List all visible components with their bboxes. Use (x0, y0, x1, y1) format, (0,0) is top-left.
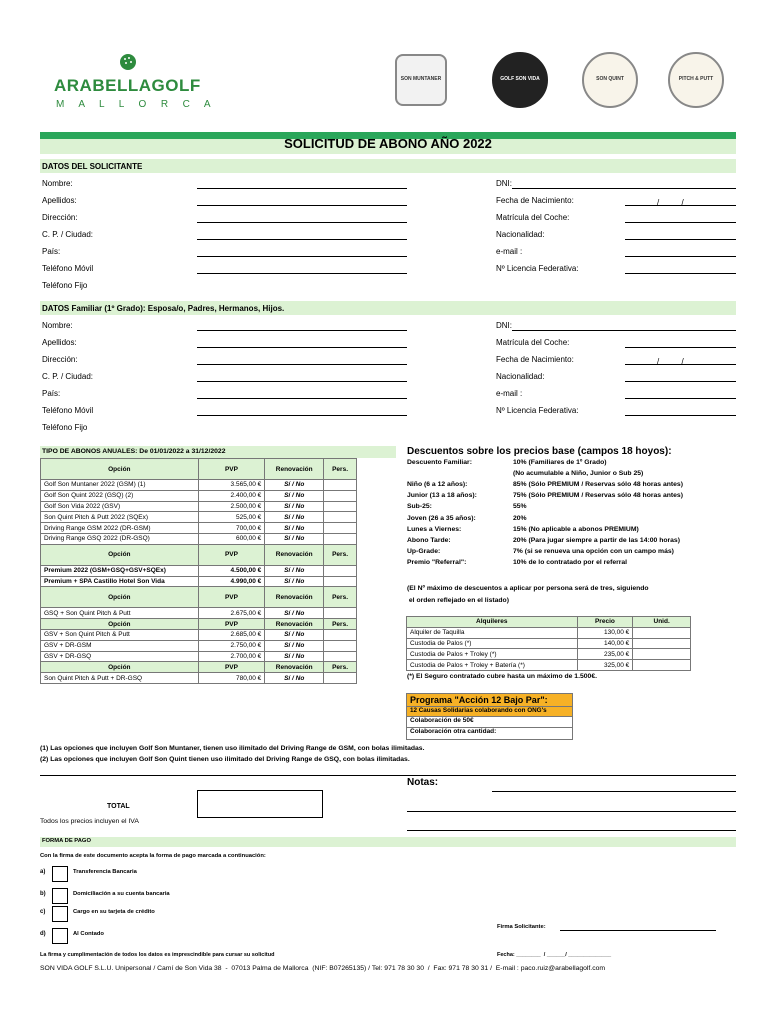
fecha-field[interactable]: Fecha: ________ / ______/ ______________ (497, 952, 612, 958)
abonos-header-row (41, 544, 357, 565)
abono-price: 2.675,00 € (198, 608, 265, 619)
logo-text: PITCH & PUTT (678, 76, 714, 83)
abono-price: 780,00 € (198, 673, 265, 684)
pago-header: FORMA DE PAGO (42, 838, 91, 844)
alquileres-note: (*) El Seguro contratado cubre hasta un máximo de 1.500€. (407, 673, 597, 680)
pago-option-label: Al Contado (73, 931, 104, 937)
abono-price: 2.500,00 € (198, 501, 265, 512)
solicitante-right-field[interactable] (625, 239, 736, 240)
abono-pers[interactable] (324, 480, 357, 491)
abono-option: Driving Range GSQ 2022 (DR-GSQ) (41, 533, 199, 544)
notas-line-1[interactable] (492, 791, 736, 792)
abono-pers[interactable] (324, 565, 357, 576)
notas-label: Notas: (407, 777, 439, 788)
abono-option: GSV + Son Quint Pitch & Putt (41, 629, 199, 640)
familiar-left-field[interactable] (197, 398, 407, 399)
abonos-col-header: Pers. (324, 587, 357, 608)
abonos-col-header: PVP (198, 544, 265, 565)
programa-sub: 12 Causas Solidarias colaborando con ONG's (407, 707, 572, 717)
solicitante-left-label: Apellidos: (42, 196, 77, 205)
abonos-row (41, 533, 357, 544)
brand-logo (40, 52, 215, 112)
abono-option: Son Quint Pitch & Putt + DR-GSQ (41, 673, 199, 684)
abonos-col-header: PVP (198, 662, 265, 673)
abono-renovacion[interactable]: Sí / No (265, 640, 324, 651)
brand-sub: M A L L O R C A (56, 99, 214, 110)
footnote-1: (1) Las opciones que incluyen Golf Son Muntaner, tienen uso ilimitado del Driving Range de GSM, con bolas ilimitadas. (40, 745, 425, 752)
solicitante-left-field[interactable] (197, 256, 407, 257)
descuento-label: Lunes a Viernes: (407, 525, 462, 533)
abono-renovacion[interactable]: Sí / No (265, 673, 324, 684)
pago-option-letter: c) (40, 909, 46, 915)
descuento-value: 20% (Para jugar siempre a partir de las 14:00 horas) (513, 536, 680, 544)
solicitante-right-label: Nº Licencia Federativa: (496, 264, 579, 273)
abono-renovacion[interactable]: Sí / No (265, 533, 324, 544)
abonos-row (41, 565, 357, 576)
abono-price: 2.685,00 € (198, 629, 265, 640)
pago-band (40, 837, 736, 847)
total-label: TOTAL (107, 803, 130, 810)
solicitante-right-label: Fecha de Nacimiento: (496, 196, 574, 205)
solicitante-left-field[interactable] (197, 205, 407, 206)
abonos-header-row (41, 459, 357, 480)
descuento-label: Descuento Familiar: (407, 459, 472, 466)
logo-text: SON QUINT (596, 76, 624, 83)
familiar-left-label: C. P. / Ciudad: (42, 372, 93, 381)
abono-price: 2.700,00 € (198, 651, 265, 662)
abono-renovacion[interactable]: Sí / No (265, 523, 324, 534)
abono-price: 2.750,00 € (198, 640, 265, 651)
alquiler-price: 140,00 € (577, 638, 633, 649)
abonos-row (41, 480, 357, 491)
firma-line[interactable] (560, 930, 716, 931)
abonos-row (41, 523, 357, 534)
footer: SON VIDA GOLF S.L.U. Unipersonal / Camí de Son Vida 38 - 07013 Palma de Mallorca (NIF: B07265135) / Tel: 971 78 30 30 / Fax: 971 78 30 31 / E-mail : paco.ruiz@arabellagolf.com (40, 965, 606, 972)
alquiler-item: Custodia de Palos + Troley + Batería (*) (407, 660, 578, 671)
abono-pers[interactable] (324, 576, 357, 587)
abono-option: Golf Son Muntaner 2022 (GSM) (1) (41, 480, 199, 491)
abono-renovacion[interactable]: Sí / No (265, 608, 324, 619)
pago-option-checkbox[interactable] (52, 866, 68, 882)
abono-option: Golf Son Vida 2022 (GSV) (41, 501, 199, 512)
descuento-value: 55% (513, 503, 527, 511)
solicitante-left-field[interactable] (197, 188, 407, 189)
abonos-col-header: Opción (41, 459, 199, 480)
solicitante-left-label: C. P. / Ciudad: (42, 230, 93, 239)
familiar-right-label: Nº Licencia Federativa: (496, 406, 579, 415)
solicitante-left-label: Dirección: (42, 213, 78, 222)
abono-price: 600,00 € (198, 533, 265, 544)
descuento-label: Abono Tarde: (407, 536, 451, 544)
descuentos-note-2: el orden reflejado en el listado) (407, 597, 509, 604)
abono-price: 2.400,00 € (198, 490, 265, 501)
son-vida-logo (492, 52, 548, 108)
abono-pers[interactable] (324, 490, 357, 501)
familiar-left-field[interactable] (197, 347, 407, 348)
abonos-row (41, 640, 357, 651)
abonos-header-row (41, 619, 357, 630)
abonos-col-header: Renovación (265, 619, 324, 630)
abono-option: Premium 2022 (GSM+GSQ+GSV+SQEx) (41, 565, 199, 576)
abonos-row (41, 629, 357, 640)
abonos-header: TIPO DE ABONOS ANUALES: De 01/01/2022 a 31/12/2022 (42, 448, 226, 455)
solicitante-right-label: DNI: (496, 179, 512, 188)
abono-option: GSV + DR-GSQ (41, 651, 199, 662)
pago-option-checkbox[interactable] (52, 928, 68, 944)
descuento-value: 20% (513, 514, 527, 522)
familiar-right-field[interactable] (625, 415, 736, 416)
abono-option: Driving Range GSM 2022 (DR-GSM) (41, 523, 199, 534)
descuentos-note-1: (El Nº máximo de descuentos a aplicar por persona será de tres, siguiendo (407, 585, 649, 592)
abono-option: GSV + DR-GSM (41, 640, 199, 651)
alquiler-units[interactable] (633, 649, 691, 660)
programa-row-2: Colaboración otra cantidad: (410, 728, 497, 735)
familiar-header: DATOS Familiar (1º Grado): Esposa/o, Padres, Hermanos, Hijos. (42, 304, 285, 313)
pago-option-letter: b) (40, 891, 46, 897)
abonos-col-header: Renovación (265, 662, 324, 673)
abono-pers[interactable] (324, 608, 357, 619)
notas-line-2[interactable] (407, 811, 736, 812)
solicitante-left-label: Teléfono Móvil (42, 264, 94, 273)
logo-text: SON MUNTANER (400, 76, 442, 83)
date-separators: / / (657, 198, 684, 207)
abonos-col-header: Opción (41, 662, 199, 673)
abonos-col-header: Renovación (265, 587, 324, 608)
alquiler-price: 235,00 € (577, 649, 633, 660)
abono-pers[interactable] (324, 512, 357, 523)
alquiler-item: Alquiler de Taquilla (407, 627, 578, 638)
familiar-left-label: Teléfono Móvil (42, 406, 94, 415)
descuento-value: 10% (Familiares de 1º Grado) (513, 459, 607, 466)
abono-option: Son Quint Pitch & Putt 2022 (SQEx) (41, 512, 199, 523)
abono-renovacion[interactable]: Sí / No (265, 629, 324, 640)
familiar-left-label: Teléfono Fijo (42, 423, 88, 432)
descuento-value: 15% (No aplicable a abonos PREMIUM) (513, 525, 639, 533)
alquiler-units[interactable] (633, 627, 691, 638)
son-muntaner-logo (395, 54, 447, 106)
abono-pers[interactable] (324, 629, 357, 640)
abono-renovacion[interactable]: Sí / No (265, 480, 324, 491)
brand-name: ARABELLAGOLF (54, 76, 201, 95)
abonos-col-header: Pers. (324, 459, 357, 480)
abonos-col-header: Opción (41, 619, 199, 630)
familiar-right-label: e-mail : (496, 389, 523, 398)
solicitante-header: DATOS DEL SOLICITANTE (42, 162, 143, 171)
alquiler-row (407, 638, 691, 649)
abono-renovacion[interactable]: Sí / No (265, 501, 324, 512)
descuento-label: Joven (26 a 35 años): (407, 514, 476, 522)
abonos-row (41, 576, 357, 587)
logo-text: GOLF SON VIDA (500, 76, 540, 83)
abonos-row (41, 490, 357, 501)
descuento-value: 85% (Sólo PREMIUM / Reservas sólo 48 horas antes) (513, 481, 683, 489)
abonos-col-header: Opción (41, 544, 199, 565)
abono-price: 525,00 € (198, 512, 265, 523)
legal-text: La firma y cumplimentación de todos los datos es imprescindible para cursar su solicitud (40, 952, 275, 958)
footnote-2: (2) Las opciones que incluyen Golf Son Quint tienen uso ilimitado del Driving Range de GSQ, con bolas ilimitadas. (40, 756, 410, 763)
abonos-col-header: Pers. (324, 662, 357, 673)
abono-price: 700,00 € (198, 523, 265, 534)
familiar-right-label: DNI: (496, 321, 512, 330)
pitch-putt-logo (668, 52, 724, 108)
abono-option: GSQ + Son Quint Pitch & Putt (41, 608, 199, 619)
familiar-right-field[interactable] (625, 347, 736, 348)
descuento-value: 10% de lo contratado por el referral (513, 558, 628, 566)
abonos-row (41, 673, 357, 684)
abono-pers[interactable] (324, 523, 357, 534)
abonos-table (40, 458, 357, 684)
descuentos-header: Descuentos sobre los precios base (campos 18 hoyos): (407, 446, 672, 457)
alquiler-price: 325,00 € (577, 660, 633, 671)
descuento-value: 7% (si se renueva una opción con un campo más) (513, 547, 674, 555)
solicitante-band (40, 159, 736, 173)
pago-option-letter: a) (40, 869, 46, 875)
familiar-right-field[interactable] (625, 398, 736, 399)
abonos-col-header: Pers. (324, 619, 357, 630)
familiar-right-field[interactable] (512, 330, 736, 331)
abonos-header-row (41, 587, 357, 608)
total-iva: Todos los precios incluyen el IVA (40, 818, 139, 825)
abonos-header-row (41, 662, 357, 673)
abonos-row (41, 651, 357, 662)
abonos-col-header: PVP (198, 587, 265, 608)
pago-option-label: Domiciliación a su cuenta bancaria (73, 891, 170, 897)
alquiler-item: Custodia de Palos + Troley (*) (407, 649, 578, 660)
familiar-left-field[interactable] (197, 415, 407, 416)
alquileres-col-header: Alquileres (407, 617, 578, 628)
descuento-value: (No acumulable a Niño, Junior o Sub 25) (513, 470, 644, 478)
familiar-right-label: Fecha de Nacimiento: (496, 355, 574, 364)
solicitante-right-label: Nacionalidad: (496, 230, 545, 239)
solicitante-right-label: e-mail : (496, 247, 523, 256)
abono-pers[interactable] (324, 673, 357, 684)
solicitante-left-label: Nombre: (42, 179, 73, 188)
solicitante-right-field[interactable] (625, 273, 736, 274)
solicitante-left-label: Teléfono Fijo (42, 281, 88, 290)
pago-option-checkbox[interactable] (52, 906, 68, 922)
notas-line-3[interactable] (407, 830, 736, 831)
familiar-right-label: Matrícula del Coche: (496, 338, 570, 347)
programa-row-1: Colaboración de 50€ (407, 717, 572, 728)
familiar-right-field[interactable] (625, 381, 736, 382)
descuento-label: Sub-25: (407, 503, 432, 511)
golf-ball-icon (118, 52, 138, 72)
alquileres-col-header: Precio (577, 617, 633, 628)
abono-renovacion[interactable]: Sí / No (265, 651, 324, 662)
familiar-left-label: Dirección: (42, 355, 78, 364)
total-input[interactable] (197, 790, 323, 818)
notas-top-line (40, 775, 736, 776)
alquiler-row (407, 660, 691, 671)
pago-intro: Con la firma de este documento acepta la forma de pago marcada a continuación: (40, 853, 266, 859)
solicitante-left-label: País: (42, 247, 61, 256)
pago-option-checkbox[interactable] (52, 888, 68, 904)
abonos-row (41, 501, 357, 512)
abono-renovacion[interactable]: Sí / No (265, 512, 324, 523)
abono-option: Golf Son Quint 2022 (GSQ) (2) (41, 490, 199, 501)
solicitante-right-field[interactable] (625, 222, 736, 223)
familiar-left-field[interactable] (197, 364, 407, 365)
pago-option-letter: d) (40, 931, 46, 937)
abono-pers[interactable] (324, 533, 357, 544)
alquileres-table (406, 616, 691, 671)
abonos-col-header: Pers. (324, 544, 357, 565)
abonos-col-header: Renovación (265, 544, 324, 565)
abonos-row (41, 512, 357, 523)
abono-pers[interactable] (324, 640, 357, 651)
abonos-col-header: PVP (198, 619, 265, 630)
alquileres-header-row (407, 617, 691, 628)
abono-pers[interactable] (324, 651, 357, 662)
firma-label: Firma Solicitante: (497, 924, 546, 930)
abono-pers[interactable] (324, 501, 357, 512)
son-quint-logo (582, 52, 638, 108)
solicitante-right-field[interactable] (512, 188, 736, 189)
descuento-value: 75% (Sólo PREMIUM / Reservas sólo 48 horas antes) (513, 492, 683, 500)
abonos-row (41, 608, 357, 619)
abono-price: 4.990,00 € (198, 576, 265, 587)
abono-price: 3.565,00 € (198, 480, 265, 491)
date-separators: / / (657, 357, 684, 366)
alquiler-item: Custodia de Palos (*) (407, 638, 578, 649)
solicitante-right-label: Matrícula del Coche: (496, 213, 570, 222)
familiar-right-label: Nacionalidad: (496, 372, 545, 381)
abonos-col-header: Opción (41, 587, 199, 608)
abono-option: Premium + SPA Castillo Hotel Son Vida (41, 576, 199, 587)
programa-title: Programa "Acción 12 Bajo Par": (407, 694, 572, 707)
abono-price: 4.500,00 € (198, 565, 265, 576)
descuento-label: Niño (6 a 12 años): (407, 481, 468, 489)
familiar-left-label: País: (42, 389, 61, 398)
solicitante-left-field[interactable] (197, 273, 407, 274)
solicitante-left-field[interactable] (197, 222, 407, 223)
descuento-label: Premio "Referral": (407, 558, 467, 566)
abono-renovacion[interactable]: Sí / No (265, 565, 324, 576)
familiar-left-field[interactable] (197, 381, 407, 382)
alquiler-row (407, 627, 691, 638)
solicitante-right-field[interactable] (625, 256, 736, 257)
familiar-left-label: Apellidos: (42, 338, 77, 347)
page-title: SOLICITUD DE ABONO AÑO 2022 (284, 136, 492, 151)
abono-renovacion[interactable]: Sí / No (265, 490, 324, 501)
solicitante-left-field[interactable] (197, 239, 407, 240)
alquiler-row (407, 649, 691, 660)
programa-box (406, 693, 573, 740)
abonos-col-header: Renovación (265, 459, 324, 480)
alquiler-price: 130,00 € (577, 627, 633, 638)
familiar-left-field[interactable] (197, 330, 407, 331)
pago-option-label: Transferencia Bancaria (73, 869, 137, 875)
descuento-label: Junior (13 a 18 años): (407, 492, 477, 500)
alquiler-units[interactable] (633, 660, 691, 671)
alquileres-col-header: Unid. (633, 617, 691, 628)
abonos-col-header: PVP (198, 459, 265, 480)
abono-renovacion[interactable]: Sí / No (265, 576, 324, 587)
familiar-left-label: Nombre: (42, 321, 73, 330)
alquiler-units[interactable] (633, 638, 691, 649)
pago-option-label: Cargo en su tarjeta de crédito (73, 909, 155, 915)
descuento-label: Up-Grade: (407, 547, 441, 555)
